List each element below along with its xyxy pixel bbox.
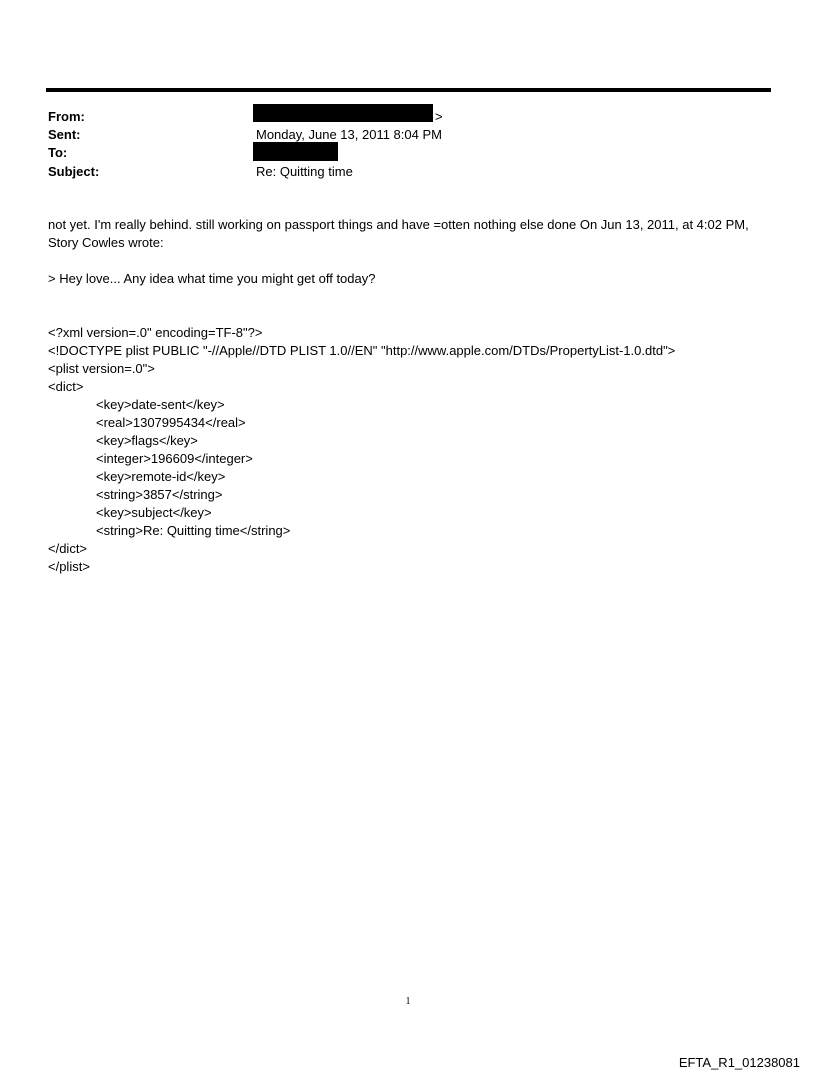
from-label: From:	[48, 109, 85, 124]
plist-line: </plist>	[48, 559, 90, 574]
plist-block	[48, 306, 675, 594]
document-id: EFTA_R1_01238081	[678, 1055, 800, 1070]
sent-label: Sent:	[48, 127, 81, 142]
subject-label: Subject:	[48, 164, 100, 179]
body-paragraph: not yet. I'm really behind. still working on passport things and have =otten nothing else done On Jun 13, 2011, at 4:02 PM, Story Cowles wrote:	[48, 217, 749, 250]
plist-line: <string>3857</string>	[96, 487, 223, 502]
from-redaction	[253, 104, 433, 122]
page-number: 1	[405, 996, 411, 1007]
plist-line: <real>1307995434</real>	[96, 415, 246, 430]
plist-line: <string>Re: Quitting time</string>	[96, 523, 291, 538]
plist-line: <plist version=.0">	[48, 361, 155, 376]
plist-line: <!DOCTYPE plist PUBLIC "-//Apple//DTD PLIST 1.0//EN" "http://www.apple.com/DTDs/PropertyList-1.0.dtd">	[48, 343, 676, 358]
plist-line: <key>subject</key>	[96, 505, 212, 520]
subject-value: Re: Quitting time	[256, 164, 353, 179]
plist-line: <?xml version=.0" encoding=TF-8"?>	[48, 325, 263, 340]
from-suffix: >	[435, 109, 443, 124]
header-rule	[46, 88, 771, 92]
plist-line: </dict>	[48, 541, 88, 556]
to-label: To:	[48, 145, 68, 160]
sent-value: Monday, June 13, 2011 8:04 PM	[256, 127, 442, 142]
plist-line: <key>date-sent</key>	[96, 397, 225, 412]
quoted-line: > Hey love... Any idea what time you might get off today?	[48, 271, 376, 286]
plist-line: <dict>	[48, 379, 84, 394]
plist-line: <key>flags</key>	[96, 433, 198, 448]
plist-line: <integer>196609</integer>	[96, 451, 253, 466]
plist-line: <key>remote-id</key>	[96, 469, 226, 484]
to-redaction	[253, 142, 338, 161]
